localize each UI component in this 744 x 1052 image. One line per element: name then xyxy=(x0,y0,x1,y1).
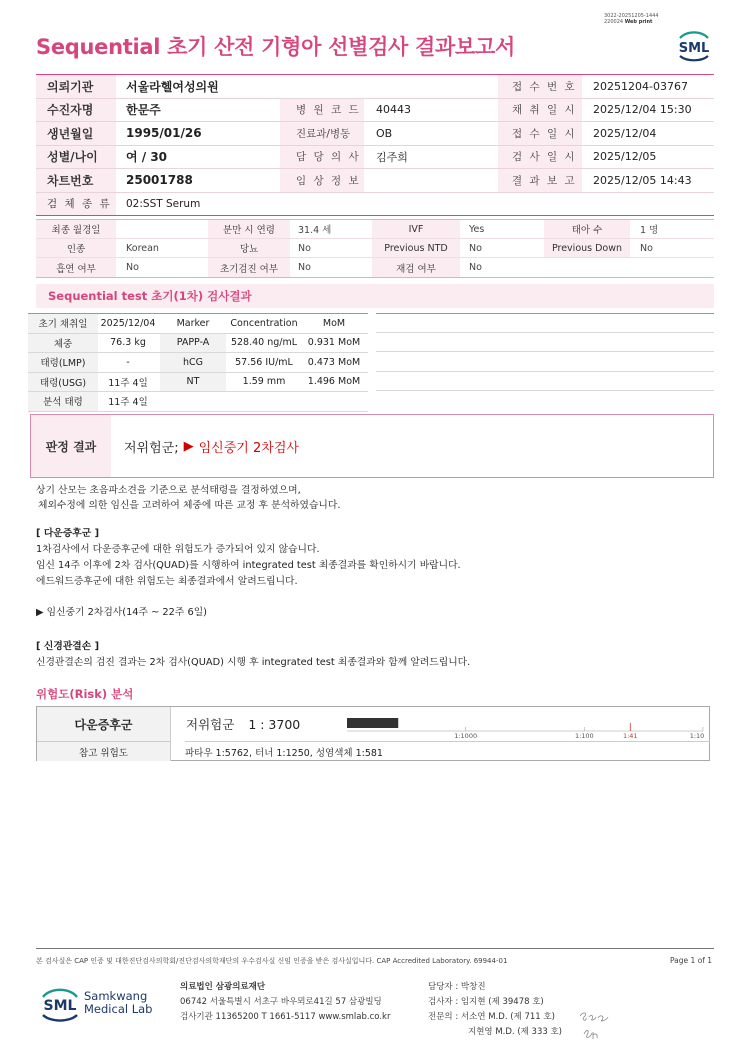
down-risk-label: 다운증후군 xyxy=(37,707,171,741)
receipt-no-value: 20251204-03767 xyxy=(593,79,688,93)
marker-conc: 57.56 IU/mL xyxy=(235,356,293,368)
patient-info-table xyxy=(36,74,714,216)
comment-line: 임신 14주 이후에 2차 검사(QUAD)를 시행하여 integrated test 최종결과를 확인하시기 바랍니다. xyxy=(36,560,461,571)
retest-label: 재검 여부 xyxy=(372,258,460,277)
marker-mom: 0.931 MoM xyxy=(307,337,361,349)
hosp-code-label: 병 원 코 드 xyxy=(280,99,364,122)
race-label: 인종 xyxy=(36,239,116,257)
early-test-label: 초기검진 여부 xyxy=(208,258,290,277)
lmp-label: 최종 월경일 xyxy=(36,220,116,238)
judgment-label: 판정 결과 xyxy=(31,415,111,477)
ivf-value: Yes xyxy=(469,223,485,235)
report-date-value: 2025/12/05 14:43 xyxy=(593,173,692,187)
col-conc: Concentration xyxy=(230,317,298,329)
weight-value: 76.3 kg xyxy=(110,337,146,349)
judgment-value: 저위험군; xyxy=(124,440,179,456)
empty-row xyxy=(376,333,714,353)
page-number: Page 1 of 1 xyxy=(670,956,713,965)
chart-no-label: 차트번호 xyxy=(36,169,116,192)
analysis-ga-value: 11주 4일 xyxy=(108,397,148,409)
comment-line: 에드워드증후군에 대한 위험도는 최종결과에서 알려드립니다. xyxy=(36,576,298,587)
early-test-value: No xyxy=(298,262,311,273)
table-row xyxy=(28,373,368,393)
test-date-label: 검 사 일 시 xyxy=(498,146,582,169)
info-row xyxy=(36,122,714,146)
marker-mom: 0.473 MoM xyxy=(307,356,361,368)
empty-row xyxy=(376,352,714,372)
extra-row xyxy=(36,258,714,277)
footer-org xyxy=(180,980,390,1025)
fetus-value: 1 명 xyxy=(640,225,659,236)
analysis-ga-label: 분석 태령 xyxy=(28,392,98,411)
doc-code-line1: 3022-20251205-1444 xyxy=(604,13,659,19)
report-title: Sequential 초기 산전 기형아 선별검사 결과보고서 xyxy=(36,35,515,59)
extra-row xyxy=(36,239,714,258)
info-row xyxy=(36,169,714,193)
results-table xyxy=(28,313,368,412)
signature-image xyxy=(578,1008,610,1042)
marker-conc: 1.59 mm xyxy=(242,376,286,388)
staff-value: 임지현 (제 39478 호) xyxy=(460,997,544,1007)
results-table-empty xyxy=(376,313,714,411)
web-print-label: Web print xyxy=(624,19,653,25)
chart-no-value: 25001788 xyxy=(126,173,193,188)
sex-age-label: 성별/나이 xyxy=(36,146,116,169)
org-address: 06742 서울특별시 서초구 바우뫼로41길 57 삼광빌딩 xyxy=(180,997,382,1007)
empty-row xyxy=(376,391,714,411)
usg-ga-value: 11주 4일 xyxy=(108,377,148,389)
risk-table xyxy=(36,706,710,761)
col-mom: MoM xyxy=(322,317,346,329)
receipt-no-label: 접 수 번 호 xyxy=(498,75,582,98)
sex-age-value: 여 / 30 xyxy=(126,150,168,165)
ntd-title: [ 신경관결손 ] xyxy=(36,641,100,652)
down-title: [ 다운증후군 ] xyxy=(36,528,100,539)
staff-label: 검사자 : xyxy=(428,997,459,1007)
birth-label: 생년월일 xyxy=(36,122,116,145)
patient-label: 수진자명 xyxy=(36,99,116,122)
collect-date-label: 채 취 일 시 xyxy=(498,99,582,122)
scale-tick-label: 1:100 xyxy=(574,732,594,740)
clinical-label: 임 상 정 보 xyxy=(280,169,364,192)
staff-value: 서소연 M.D. (제 711 호) xyxy=(460,1012,555,1022)
retest-value: No xyxy=(469,262,482,273)
footer-note: 본 검사실은 CAP 인증 및 대한진단검사의학회/진단검사의학재단의 우수검사실 신임 인증을 받은 검사실입니다. CAP Accredited Laboratory. 69944-01 xyxy=(36,957,508,965)
judgment-value-wrap xyxy=(124,415,299,477)
race-value: Korean xyxy=(126,242,159,254)
birth-value: 1995/01/26 xyxy=(126,126,202,141)
footer-divider xyxy=(36,948,714,949)
ref-risk-label: 참고 위험도 xyxy=(37,741,171,761)
table-row xyxy=(28,392,368,412)
staff-value: 박창진 xyxy=(460,982,486,992)
logo-text-2: Medical Lab xyxy=(84,1002,153,1016)
diabetes-value: No xyxy=(298,242,311,254)
risk-scale-chart xyxy=(347,707,709,741)
diabetes-label: 당뇨 xyxy=(208,239,290,257)
empty-row xyxy=(376,372,714,392)
prev-down-label: Previous Down xyxy=(544,239,630,257)
svg-text:SML: SML xyxy=(43,998,77,1014)
usg-ga-label: 태령(USG) xyxy=(28,373,98,392)
comment-line: 상기 산모는 초음파소견을 기준으로 분석태령을 결정하였으며, xyxy=(36,485,301,496)
info-row xyxy=(36,146,714,170)
delivery-age-label: 분만 시 연령 xyxy=(208,220,290,238)
extra-row xyxy=(36,220,714,239)
receipt-date-value: 2025/12/04 xyxy=(593,126,657,140)
table-row xyxy=(28,353,368,373)
staff-label: 전문의 : xyxy=(428,1012,459,1022)
comment-line: 신경관결손의 검진 결과는 2차 검사(QUAD) 시행 후 integrated test 최종결과와 함께 알려드립니다. xyxy=(36,657,471,668)
doctor-value: 김주희 xyxy=(376,150,408,164)
specimen-value: 02:SST Serum xyxy=(126,197,201,210)
delivery-age-value: 31.4 세 xyxy=(298,225,332,236)
info-row xyxy=(36,193,714,217)
scale-tick-label: 1:41 xyxy=(622,732,638,740)
comment-line: 체외수정에 의한 임신을 고려하여 체중에 따른 교정 후 분석하였습니다. xyxy=(38,500,341,511)
report-date-label: 결 과 보 고 xyxy=(498,169,582,192)
hospital-label: 의뢰기관 xyxy=(36,75,116,98)
hosp-code-value: 40443 xyxy=(376,103,411,117)
marker-mom: 1.496 MoM xyxy=(307,376,361,388)
prev-ntd-label: Previous NTD xyxy=(372,239,460,257)
prev-down-value: No xyxy=(640,242,653,254)
smoking-label: 흡연 여부 xyxy=(36,258,116,277)
staff-value: 지현영 M.D. (제 333 호) xyxy=(468,1027,563,1037)
doctor-label: 담 당 의 사 xyxy=(280,146,364,169)
marker-name: NT xyxy=(160,373,226,392)
sml-logo-icon xyxy=(38,983,82,1027)
first-collect-label: 초기 채취일 xyxy=(28,314,98,333)
risk-title: 위험도(Risk) 분석 xyxy=(36,687,134,701)
empty-row xyxy=(376,313,714,333)
ivf-label: IVF xyxy=(372,220,460,238)
table-row xyxy=(28,334,368,354)
extra-info-table xyxy=(36,219,714,278)
down-risk-value-wrap xyxy=(186,707,300,741)
down-risk-value: 1 : 3700 xyxy=(248,716,301,732)
arrow-icon: ▶ xyxy=(183,438,194,454)
footer-logo xyxy=(38,983,158,1027)
down-risk-group: 저위험군 xyxy=(186,717,235,732)
scale-tick-label: 1:1000 xyxy=(454,732,478,740)
marker-name: hCG xyxy=(160,353,226,372)
lmp-ga-label: 태령(LMP) xyxy=(28,353,98,372)
second-test-note: ▶ 임신중기 2차검사(14주 ~ 22주 6일) xyxy=(36,607,207,618)
judgment-box xyxy=(30,414,714,478)
section-title: Sequential test 초기(1차) 검사결과 xyxy=(36,284,714,308)
scale-tick-label: 1:10 xyxy=(689,732,705,740)
prev-ntd-value: No xyxy=(469,242,482,254)
dept-value: OB xyxy=(376,126,393,140)
sml-logo-icon xyxy=(674,26,714,64)
doc-code-line2: 220024 xyxy=(604,19,624,25)
specimen-label: 검 체 종 류 xyxy=(36,193,116,216)
marker-conc: 528.40 ng/mL xyxy=(230,337,298,349)
org-name: 의료법인 삼광의료재단 xyxy=(180,982,266,992)
org-contact: 검사기관 11365200 T 1661-5117 www.smlab.co.kr xyxy=(180,1012,391,1022)
comment-line: 1차검사에서 다운증후군에 대한 위험도가 증가되어 있지 않습니다. xyxy=(36,544,320,555)
lmp-ga-value: - xyxy=(126,356,130,368)
col-marker: Marker xyxy=(176,317,210,329)
results-header-row xyxy=(28,314,368,334)
weight-label: 체중 xyxy=(28,334,98,353)
staff-label: 담당자 : xyxy=(428,982,459,992)
receipt-date-label: 접 수 일 시 xyxy=(498,122,582,145)
footer-staff xyxy=(428,980,562,1040)
smoking-value: No xyxy=(126,262,139,273)
dept-label: 진료과/병동 xyxy=(280,122,364,145)
patient-value: 한문주 xyxy=(126,103,161,118)
collect-date-value: 2025/12/04 15:30 xyxy=(593,103,692,117)
logo-text-1: Samkwang xyxy=(84,989,148,1003)
marker-name: PAPP-A xyxy=(160,334,226,353)
fetus-label: 태아 수 xyxy=(544,220,630,238)
info-row xyxy=(36,99,714,123)
ref-risk-value: 파타우 1:5762, 터너 1:1250, 성염색체 1:581 xyxy=(185,741,710,761)
svg-text:SML: SML xyxy=(678,41,710,56)
info-row xyxy=(36,75,714,99)
risk-bar xyxy=(347,718,398,728)
hospital-value: 서울라헬여성의원 xyxy=(126,79,219,94)
judgment-next: 임신중기 2차검사 xyxy=(198,440,299,456)
first-collect-value: 2025/12/04 xyxy=(100,317,156,329)
test-date-value: 2025/12/05 xyxy=(593,150,657,164)
document-code xyxy=(604,13,659,25)
